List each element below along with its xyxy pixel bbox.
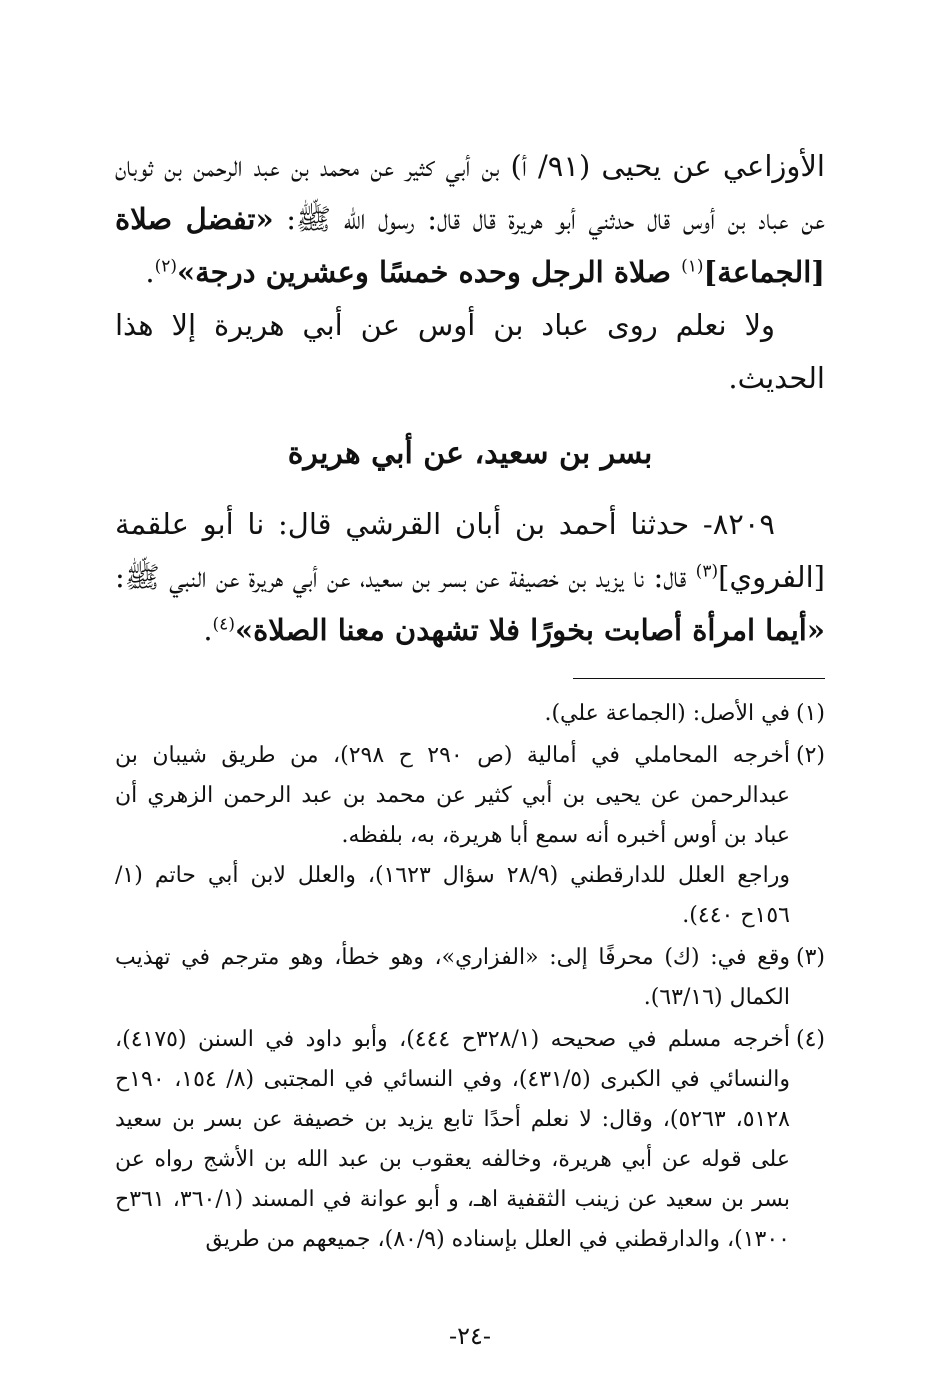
paragraph-end: . <box>145 255 155 289</box>
footnote-2 <box>115 736 825 936</box>
hadith-paragraph-1 <box>115 140 825 299</box>
section-heading: بسر بن سعيد، عن أبي هريرة <box>287 436 653 471</box>
footnote-number: (٤) <box>795 1027 825 1052</box>
paragraph-text: قال: نا يزيد بن خصيفة عن بسر بن سعيد، عن أبي هريرة عن النبي ﷺ: <box>115 560 696 594</box>
hadith-quote: «تفضل صلاة [الجماعة] <box>115 202 825 289</box>
main-text <box>115 140 825 657</box>
footnote-4 <box>115 1020 825 1260</box>
paragraph-end: . <box>203 613 213 647</box>
footnote-body <box>115 694 790 734</box>
footnote-body <box>115 938 790 1018</box>
footnote-text: أخرجه مسلم في صحيحه (٣٢٨/١ح ٤٤٤)، وأبو داود في السنن (٤١٧٥)، والنسائي في الكبرى (٤٣١/٥)، وفي النسائي في المجتبى (٨/ ١٥٤، ١٩٠ح ٥١٢٨، ٥٢٦٣)، وقال: لا نعلم أحدًا تابع يزيد بن خصيفة عن بسر بن سعيد على قوله عن أبي هريرة، وخالفه يعقوب بن عبد الله بن الأشج رواه عن بسر بن سعيد عن زينب الثقفية اهـ، و أبو عوانة في المسند (٣٦٠/١، ٣٦١ح ١٣٠٠)، والدارقطني في العلل بإسناده (٨٠/٩)، جميعهم من طريق <box>115 1027 790 1252</box>
comment-paragraph: ولا نعلم روى عباد بن أوس عن أبي هريرة إلا هذا الحديث. <box>115 308 825 395</box>
hadith-paragraph-2 <box>115 498 825 657</box>
footnote-text: وقع في: (ك) محرفًا إلى: «الفزاري»، وهو خطأ، وهو مترجم في تهذيب الكمال (٦٣/١٦). <box>115 945 790 1010</box>
hadith-quote: صلاة الرجل وحده خمسًا وعشرين درجة» <box>176 255 682 289</box>
footnotes <box>115 694 825 1262</box>
footnote-text: وراجع العلل للدارقطني (٢٨/٩ سؤال ١٦٢٣)، والعلل لابن أبي حاتم (١/ ١٥٦ح ٤٤٠). <box>115 863 790 928</box>
footnote-ref: (٣) <box>695 561 719 582</box>
footnote-ref: (١) <box>681 256 704 277</box>
hadith-quote: «أيما امرأة أصابت بخورًا فلا تشهدن معنا الصلاة» <box>234 613 825 647</box>
footnote-number: (١) <box>795 701 825 726</box>
footnote-divider <box>573 678 825 679</box>
footnote-1 <box>115 694 825 734</box>
paragraph-text: ٨٢٠٩- حدثنا أحمد بن أبان القرشي قال: نا أبو علقمة [الفروي] <box>115 507 825 594</box>
footnote-ref: (٤) <box>212 614 235 635</box>
footnote-number: (٣) <box>795 945 825 970</box>
footnote-3 <box>115 938 825 1018</box>
footnote-text: أخرجه المحاملي في أمالية (ص ٢٩٠ ح ٢٩٨)، من طريق شيبان بن عبدالرحمن عن يحيى بن أبي كثير عن محمد بن عبد الرحمن الزهري أن عباد بن أوس أخبره أنه سمع أبا هريرة، به، بلفظه. <box>115 743 790 848</box>
footnote-ref: (٢) <box>154 256 177 277</box>
page-number: -٢٤- <box>449 1322 491 1350</box>
footnote-body <box>115 736 790 936</box>
paragraph-text: الأوزاعي عن يحيى (٩١/ أ) بن أبي كثير عن محمد بن عبد الرحمن بن ثوبان عن عباد بن أوس قال حدثني أبو هريرة قال قال: رسول الله ﷺ: <box>115 149 825 236</box>
footnote-text: في الأصل: (الجماعة علي). <box>544 701 790 726</box>
footnote-body <box>115 1020 790 1260</box>
footnote-number: (٢) <box>795 743 825 768</box>
